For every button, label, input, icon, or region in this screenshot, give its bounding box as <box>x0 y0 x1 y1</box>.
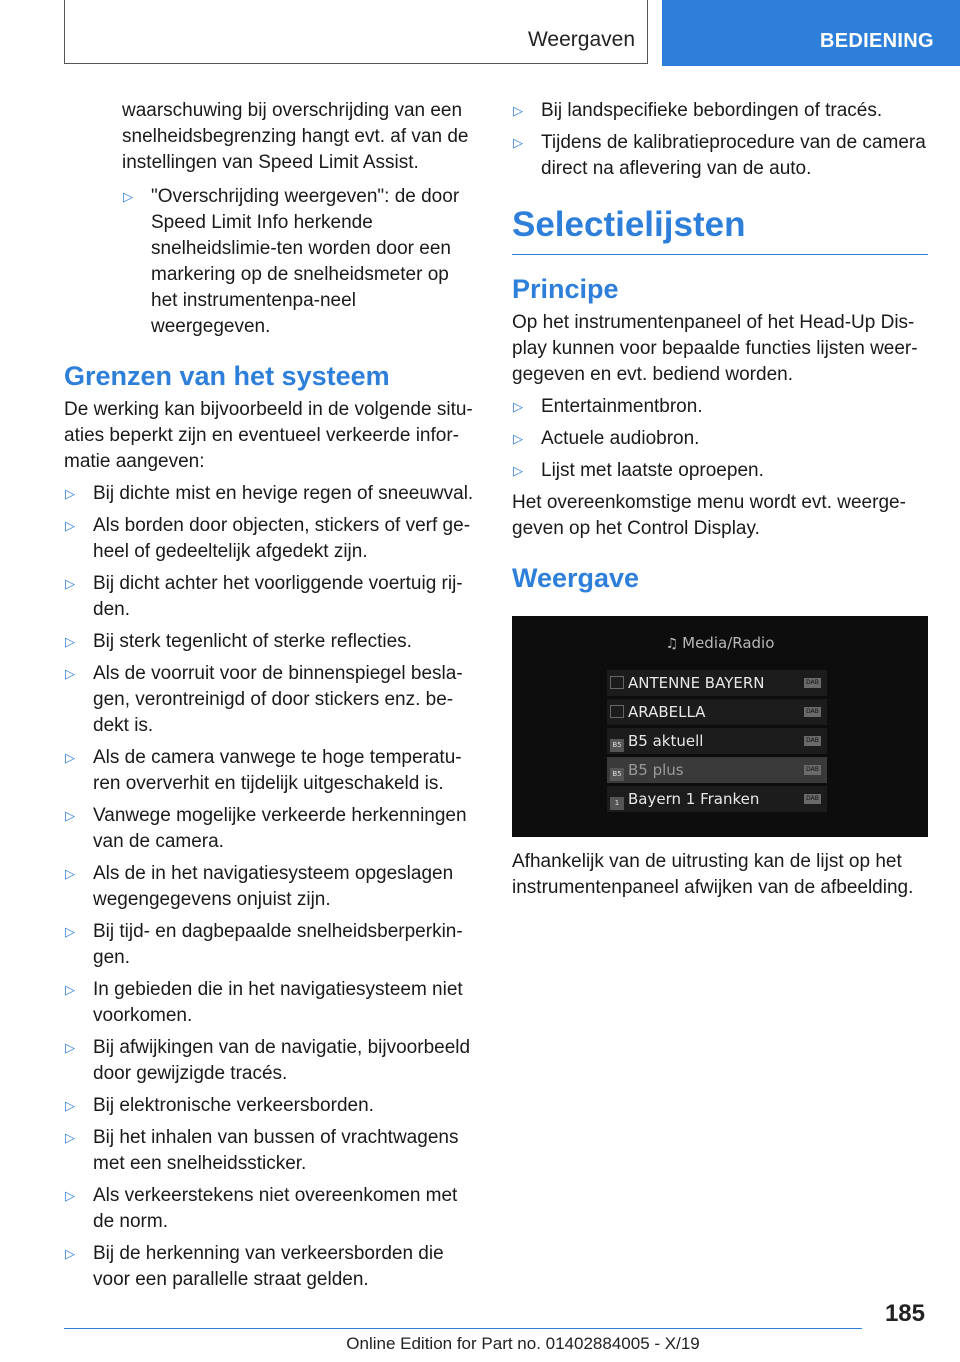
triangle-bullet-icon: ▷ <box>65 666 75 681</box>
triangle-bullet-icon: ▷ <box>513 463 523 478</box>
triangle-bullet-icon: ▷ <box>65 486 75 501</box>
screen-list-item-selected: B5 B5 plus <box>607 757 827 783</box>
dab-tag: DAB <box>804 794 821 804</box>
page-number: 185 <box>884 1300 925 1327</box>
list-item: ▷ Als verkeerstekens niet overeenkomen met de norm. <box>65 1185 458 1232</box>
list-item: ▷ Bij sterk tegenlicht of sterke reflecties. <box>64 629 478 655</box>
header-section-title: Weergaven <box>527 28 635 51</box>
list-item: ▷ Bij landspecifieke bebordingen of tracés. <box>512 98 928 124</box>
list-item: ▷ Als de in het navigatiesysteem opgeslagen wegengegevens onjuist zijn. <box>65 863 454 910</box>
dab-tag: DAB <box>804 678 821 688</box>
triangle-bullet-icon: ▷ <box>513 399 523 414</box>
list-item: ▷ Vanwege mogelijke verkeerde herkenningen van de camera. <box>65 805 467 852</box>
screen-list-item: B5 B5 aktuell <box>607 728 827 754</box>
triangle-bullet-icon: ▷ <box>513 431 523 446</box>
footer-edition: Online Edition for Part no. 01402884005 - X/19 <box>346 1334 700 1353</box>
list-item: ▷ Bij de herkenning van verkeersborden die voor een parallelle straat gelden. <box>65 1243 444 1290</box>
screen-list-item: ANTENNE BAYERN <box>607 670 827 696</box>
list-item: ▷ Tijdens de kalibratieprocedure van de camera direct na aflevering van de auto. <box>513 132 926 179</box>
list-item: ▷ Bij elektronische verkeersborden. <box>64 1093 478 1119</box>
station-badge-icon: B5 <box>610 768 624 781</box>
list-item: ▷ In gebieden die in het navigatiesysteem niet voorkomen. <box>65 979 463 1026</box>
list-item: ▷ "Overschrijding weergeven": de door Speed Limit Info herkende snelheidslimie-ten worden door een markering op de snelheidsmeter op het instrumentenpa-neel weergegeven. <box>123 186 460 337</box>
triangle-bullet-icon: ▷ <box>65 576 75 591</box>
intro-paragraph: De werking kan bijvoorbeeld in de volgende situ-aties beperkt zijn en eventueel verkeerde infor-matie aangeven: <box>64 399 473 472</box>
continued-paragraph: waarschuwing bij overschrijding van een snelheidsbegrenzing hangt evt. af van de instellingen van Speed Limit Assist. <box>122 100 469 173</box>
list-item: ▷ Bij het inhalen van bussen of vrachtwagens met een snelheidssticker. <box>65 1127 459 1174</box>
dab-tag: DAB <box>804 765 821 775</box>
list-item: ▷ Bij tijd- en dagbepaalde snelheidsberperkin-gen. <box>65 921 463 968</box>
station-badge-icon: B5 <box>610 739 624 752</box>
list-item: ▷ Entertainmentbron. <box>512 394 928 420</box>
triangle-bullet-icon: ▷ <box>65 982 75 997</box>
screen-list-item: 1 Bayern 1 Franken <box>607 786 827 812</box>
triangle-bullet-icon: ▷ <box>65 1246 75 1261</box>
screen-title: ♫ Media/Radio <box>665 634 775 652</box>
chapter-heading: Selectielijsten <box>512 204 928 255</box>
header-chapter-label: BEDIENING <box>820 30 934 52</box>
triangle-bullet-icon: ▷ <box>65 808 75 823</box>
media-icon: ♫ <box>665 636 679 652</box>
triangle-bullet-icon: ▷ <box>513 135 523 150</box>
triangle-bullet-icon: ▷ <box>65 1040 75 1055</box>
sub-list <box>64 184 478 340</box>
triangle-bullet-icon: ▷ <box>65 1188 75 1203</box>
triangle-bullet-icon: ▷ <box>65 866 75 881</box>
list-item: ▷ Actuele audiobron. <box>512 426 928 452</box>
list-item: ▷ Bij afwijkingen van de navigatie, bijvoorbeeld door gewijzigde tracés. <box>65 1037 471 1084</box>
triangle-bullet-icon: ▷ <box>65 518 75 533</box>
triangle-bullet-icon: ▷ <box>123 189 133 204</box>
dab-tag: DAB <box>804 736 821 746</box>
station-badge-icon <box>610 705 624 718</box>
screen-list-item: ARABELLA <box>607 699 827 725</box>
footer-divider <box>64 1328 862 1329</box>
triangle-bullet-icon: ▷ <box>65 924 75 939</box>
principe-after-paragraph: Het overeenkomstige menu wordt evt. weerge-geven op het Control Display. <box>512 492 906 539</box>
triangle-bullet-icon: ▷ <box>65 634 75 649</box>
list-item: ▷ Lijst met laatste oproepen. <box>512 458 928 484</box>
station-badge-icon <box>610 676 624 689</box>
right-column <box>512 98 928 907</box>
station-badge-icon: 1 <box>610 797 624 810</box>
triangle-bullet-icon: ▷ <box>65 1130 75 1145</box>
limitations-list-continued <box>512 98 928 182</box>
list-item: ▷ Als de voorruit voor de binnenspiegel besla-gen, verontreinigd of door stickers enz. be-dekt is. <box>65 663 463 736</box>
list-item: ▷ Als borden door objecten, stickers of verf ge-heel of gedeeltelijk afgedekt zijn. <box>65 515 471 562</box>
section-heading: Grenzen van het systeem <box>64 361 390 391</box>
list-item: ▷ Bij dichte mist en hevige regen of sneeuwval. <box>64 481 478 507</box>
list-item: ▷ Bij dicht achter het voorliggende voertuig rij-den. <box>65 573 463 620</box>
figure-caption: Afhankelijk van de uitrusting kan de lijst op het instrumentenpaneel afwijken van de afbeelding. <box>512 851 914 898</box>
limitations-list <box>64 481 478 1293</box>
list-item: ▷ Als de camera vanwege te hoge temperatu-ren oververhit en tijdelijk uitgeschakeld is. <box>65 747 462 794</box>
left-column <box>64 98 478 1299</box>
display-screenshot <box>512 616 928 837</box>
header-chapter-tab <box>662 0 960 66</box>
section-heading-principe: Principe <box>512 274 619 304</box>
triangle-bullet-icon: ▷ <box>65 1098 75 1113</box>
triangle-bullet-icon: ▷ <box>65 750 75 765</box>
principe-paragraph: Op het instrumentenpaneel of het Head-Up Dis-play kunnen voor bepaalde functies lijsten weer-gegeven en evt. bediend worden. <box>512 312 918 385</box>
triangle-bullet-icon: ▷ <box>513 103 523 118</box>
principe-list <box>512 394 928 484</box>
dab-tag: DAB <box>804 707 821 717</box>
section-heading-weergave: Weergave <box>512 563 640 593</box>
